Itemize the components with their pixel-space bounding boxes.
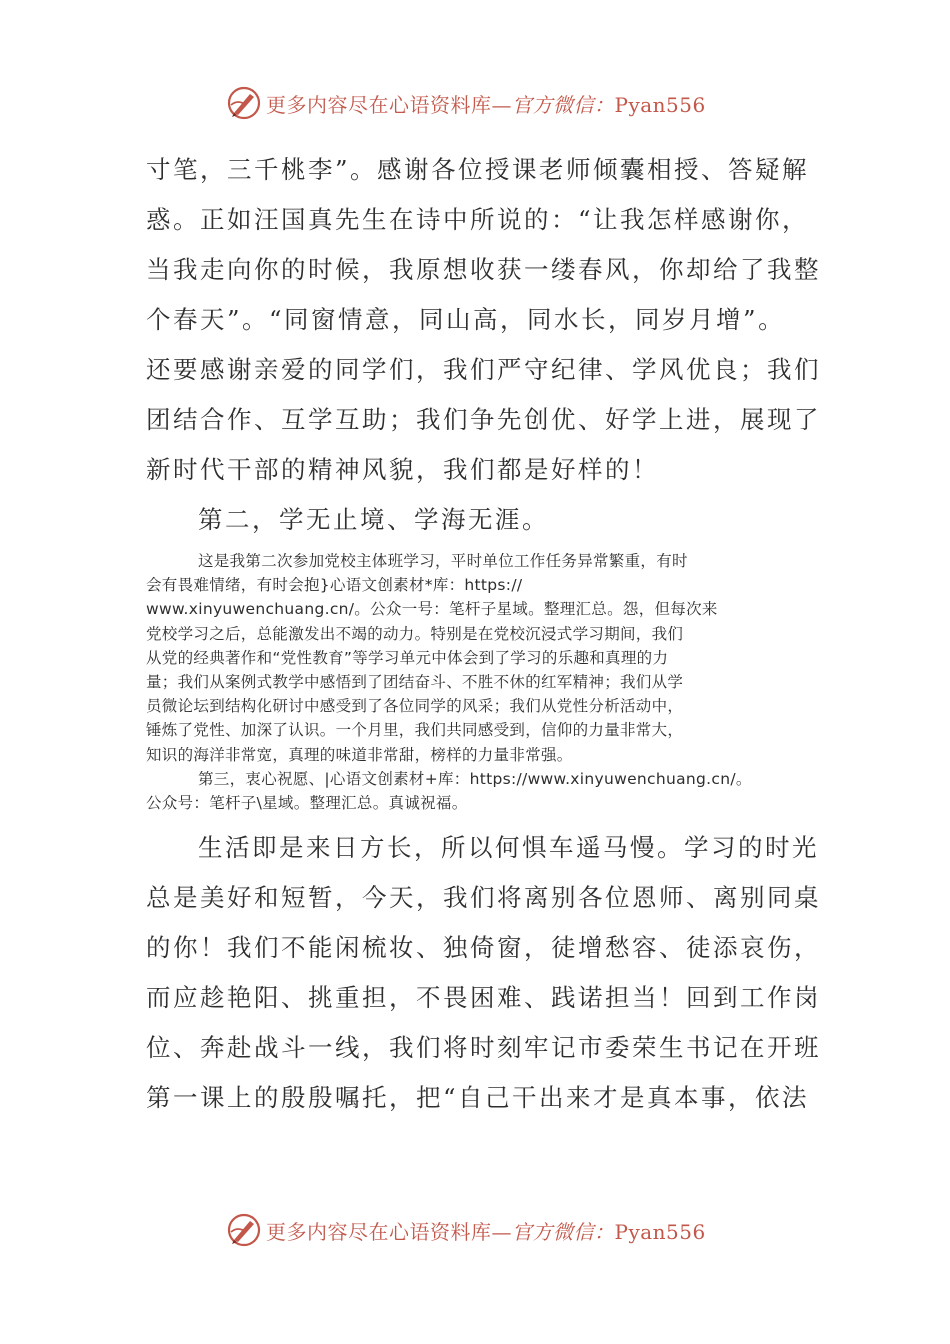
small-line: 会有畏难情绪，有时会抱}心语文创素材*库：https://	[146, 576, 523, 595]
small-line: 公众号：笔杆子\星域。整理汇总。真诚祝福。	[146, 794, 468, 813]
body-line: 当我走向你的时候，我原想收获一缕春风，你却给了我整	[146, 255, 821, 284]
body-line: 位、奔赴战斗一线，我们将时刻牢记市委荣生书记在开班	[146, 1033, 821, 1063]
body-line: 新时代干部的精神风貌，我们都是好样的！	[146, 455, 659, 484]
body-line: 而应趁艳阳、挑重担，不畏困难、践诺担当！回到工作岗	[146, 983, 821, 1013]
small-line: 员微论坛到结构化研讨中感受到了各位同学的风采；我们从党性分析活动中，	[146, 697, 684, 716]
body-line: 还要感谢亲爱的同学们，我们严守纪律、学风优良；我们	[146, 355, 821, 384]
pen-logo-icon	[226, 85, 262, 121]
body-line: 团结合作、互学互助；我们争先创优、好学上进，展现了	[146, 405, 821, 434]
footer-banner	[226, 1210, 706, 1250]
small-line: 第三，衷心祝愿、|心语文创素材+库：https://www.xinyuwenchuang.cn/。	[198, 769, 752, 788]
small-line: 知识的海洋非常宽，真理的味道非常甜，榜样的力量非常强。	[146, 745, 573, 764]
body-line: 个春天”。“同窗情意，同山高，同水长，同岁月增”。	[146, 305, 786, 334]
document-body	[146, 145, 821, 1123]
small-line: 这是我第二次参加党校主体班学习，平时单位工作任务异常繁重，有时	[198, 552, 688, 570]
banner-text: 更多内容尽在心语资料库—官方微信：Pyan556	[266, 92, 706, 117]
small-line: 量；我们从案例式教学中感悟到了团结奋斗、不胜不休的红军精神；我们从学	[146, 673, 684, 692]
section-heading-2: 第二，学无止境、学海无涯。	[198, 505, 549, 534]
pen-logo-icon	[226, 1212, 262, 1248]
small-line: 党校学习之后，总能激发出不竭的动力。特别是在党校沉浸式学习期间，我们	[146, 624, 684, 643]
body-line: 第一课上的殷殷嘱托，把“自己干出来才是真本事，依法	[146, 1083, 810, 1113]
body-line: 惑。正如汪国真先生在诗中所说的：“让我怎样感谢你，	[146, 205, 810, 234]
body-line: 寸笔，三千桃李”。感谢各位授课老师倾囊相授、答疑解	[146, 155, 810, 184]
header-banner	[226, 83, 706, 123]
banner-text: 更多内容尽在心语资料库—官方微信：Pyan556	[266, 1219, 706, 1244]
small-print-block	[146, 549, 806, 815]
body-line: 总是美好和短暂，今天，我们将离别各位恩师、离别同桌	[146, 883, 821, 913]
body-line: 的你！我们不能闲梳妆、独倚窗，徒增愁容、徒添哀伤，	[146, 933, 821, 963]
small-line: www.xinyuwenchuang.cn/。公众一号：笔杆子星域。整理汇总。怨，但每次来	[146, 600, 718, 619]
body-line: 生活即是来日方长，所以何惧车遥马慢。学习的时光	[198, 833, 819, 863]
small-line: 从党的经典著作和“党性教育”等学习单元中体会到了学习的乐趣和真理的力	[146, 648, 669, 667]
small-line: 锤炼了党性、加深了认识。一个月里，我们共同感受到，信仰的力量非常大，	[146, 721, 684, 740]
